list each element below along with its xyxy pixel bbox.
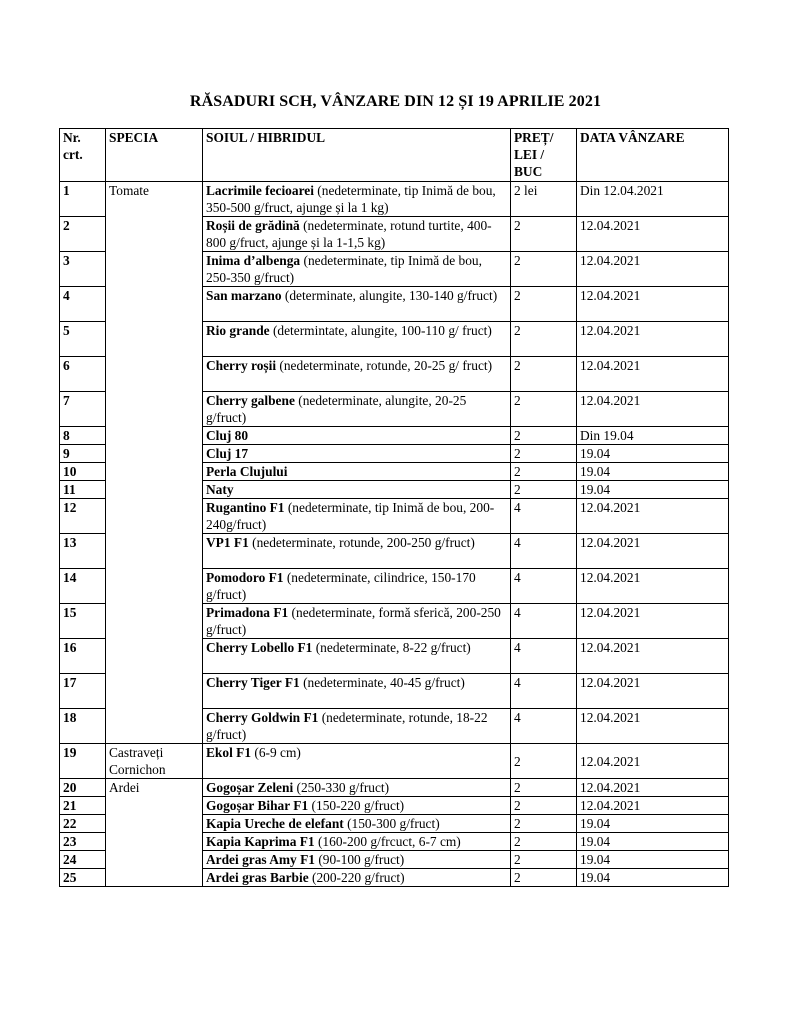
variety-desc: (determintate, alungite, 100-110 g/ fruct) [269,323,492,338]
row-data: 12.04.2021 [577,569,729,604]
row-soiul [203,797,511,815]
row-pret: 2 [511,217,577,252]
row-soiul [203,639,511,674]
row-nr: 4 [60,287,106,322]
variety-desc: (6-9 cm) [251,745,301,760]
variety-name: Cherry galbene [206,393,295,408]
row-data: 12.04.2021 [577,252,729,287]
page-title: RĂSADURI SCH, VÂNZARE DIN 12 ȘI 19 APRILIE 2021 [189,93,602,110]
row-specia [106,833,203,851]
row-data: 12.04.2021 [577,709,729,744]
row-soiul [203,815,511,833]
row-data: 12.04.2021 [577,499,729,534]
row-nr: 2 [60,217,106,252]
variety-name: Cherry Tiger F1 [206,675,300,690]
table-row [60,744,729,779]
row-data: 12.04.2021 [577,287,729,322]
seedlings-table [59,128,729,887]
header-nr [60,129,106,182]
row-pret: 2 [511,463,577,481]
row-nr: 25 [60,869,106,887]
variety-name: San marzano [206,288,282,303]
row-nr: 12 [60,499,106,534]
row-data: 12.04.2021 [577,779,729,797]
variety-name: Gogoșar Zeleni [206,780,294,795]
variety-name: Roșii de grădină [206,218,300,233]
table-row [60,427,729,445]
row-nr: 24 [60,851,106,869]
row-soiul [203,779,511,797]
row-specia [106,709,203,744]
variety-name: Perla Clujului [206,464,288,479]
row-nr: 21 [60,797,106,815]
row-pret: 4 [511,534,577,569]
row-data: Din 19.04 [577,427,729,445]
variety-name: Cluj 17 [206,446,249,461]
row-soiul [203,869,511,887]
row-data: 12.04.2021 [577,357,729,392]
row-soiul [203,851,511,869]
row-nr: 8 [60,427,106,445]
row-pret: 4 [511,709,577,744]
row-pret: 2 lei [511,182,577,217]
variety-desc: (nedeterminate, alungite, 20-25 g/fruct) [206,393,467,425]
row-data: 19.04 [577,481,729,499]
variety-desc: (nedeterminate, 8-22 g/fruct) [312,640,471,655]
variety-name: Kapia Ureche de elefant [206,816,344,831]
row-pret: 2 [511,287,577,322]
row-pret: 4 [511,499,577,534]
variety-desc: (nedeterminate, 40-45 g/fruct) [299,675,465,690]
table-row [60,217,729,252]
variety-name: Cherry Lobello F1 [206,640,313,655]
variety-desc: (nedeterminate, rotunde, 18-22 g/fruct) [206,710,488,742]
row-pret: 4 [511,569,577,604]
row-pret: 4 [511,639,577,674]
row-specia [106,797,203,815]
row-soiul [203,569,511,604]
variety-name: Ekol F1 [206,745,252,760]
row-nr: 23 [60,833,106,851]
table-row [60,463,729,481]
row-nr: 10 [60,463,106,481]
row-pret: 2 [511,869,577,887]
variety-desc: (200-220 g/fruct) [308,870,405,885]
row-specia [106,499,203,534]
row-soiul [203,217,511,252]
row-soiul [203,392,511,427]
row-soiul [203,445,511,463]
row-soiul [203,499,511,534]
variety-name: Cherry roșii [206,358,277,373]
row-data: 12.04.2021 [577,217,729,252]
variety-name: Gogoșar Bihar F1 [206,798,309,813]
row-pret: 2 [511,427,577,445]
row-nr: 5 [60,322,106,357]
header-nr-line1: Nr. [63,130,81,145]
variety-name: Cherry Goldwin F1 [206,710,319,725]
row-soiul [203,182,511,217]
row-data: 12.04.2021 [577,744,729,779]
row-pret: 2 [511,815,577,833]
header-pret-line3: BUC [514,164,543,179]
row-specia [106,392,203,427]
row-nr: 3 [60,252,106,287]
variety-desc: (nedeterminate, tip Inimă de bou, 350-500 g/fruct, ajunge și la 1 kg) [206,183,496,215]
table-row [60,604,729,639]
row-pret: 2 [511,481,577,499]
row-data: 12.04.2021 [577,534,729,569]
row-pret: 2 [511,779,577,797]
row-nr: 18 [60,709,106,744]
row-pret: 2 [511,445,577,463]
row-pret: 2 [511,252,577,287]
table-row [60,709,729,744]
row-nr: 1 [60,182,106,217]
row-data: 12.04.2021 [577,392,729,427]
row-pret: 2 [511,797,577,815]
variety-desc: (nedeterminate, formă sferică, 200-250 g/fruct) [206,605,501,637]
table-row [60,392,729,427]
variety-desc: (nedeterminate, rotund turtite, 400-800 g/fruct, ajunge și la 1-1,5 kg) [206,218,492,250]
table-row [60,815,729,833]
row-specia [106,427,203,445]
table-row [60,569,729,604]
row-nr: 15 [60,604,106,639]
table-row [60,182,729,217]
table-row [60,534,729,569]
variety-desc: (nedeterminate, rotunde, 20-25 g/ fruct) [276,358,493,373]
variety-name: Lacrimile fecioarei [206,183,314,198]
variety-name: Naty [206,482,234,497]
variety-name: Rugantino F1 [206,500,285,515]
row-pret: 4 [511,674,577,709]
row-soiul [203,252,511,287]
table-row [60,833,729,851]
variety-name: Inima d’albenga [206,253,301,268]
table-row [60,797,729,815]
variety-desc: (determinate, alungite, 130-140 g/fruct) [281,288,498,303]
row-data: 12.04.2021 [577,797,729,815]
row-specia [106,674,203,709]
header-row [60,129,729,182]
header-pret-line2: LEI / [514,147,545,162]
row-specia [106,217,203,252]
header-pret-line1: PREȚ/ [514,130,554,145]
row-pret: 2 [511,851,577,869]
table-row [60,357,729,392]
row-data: Din 12.04.2021 [577,182,729,217]
row-soiul [203,604,511,639]
row-nr: 17 [60,674,106,709]
variety-desc: (160-200 g/frcuct, 6-7 cm) [314,834,461,849]
row-soiul [203,427,511,445]
table-row [60,252,729,287]
row-specia [106,815,203,833]
row-soiul [203,744,511,779]
row-specia: Tomate [106,182,203,217]
row-specia [106,481,203,499]
row-specia [106,287,203,322]
row-nr: 7 [60,392,106,427]
row-nr: 22 [60,815,106,833]
row-data: 12.04.2021 [577,639,729,674]
variety-name: Pomodoro F1 [206,570,284,585]
row-specia [106,357,203,392]
row-nr: 13 [60,534,106,569]
table-row [60,287,729,322]
variety-name: Ardei gras Barbie [206,870,309,885]
row-specia [106,445,203,463]
table-row [60,481,729,499]
table-row [60,851,729,869]
header-specia: SPECIA [106,129,203,182]
row-soiul [203,287,511,322]
row-pret: 2 [511,392,577,427]
row-specia: Ardei [106,779,203,797]
row-pret: 2 [511,322,577,357]
variety-desc: (nedeterminate, rotunde, 200-250 g/fruct) [248,535,475,550]
row-specia [106,463,203,481]
table-row [60,499,729,534]
row-nr: 19 [60,744,106,779]
row-soiul [203,674,511,709]
row-soiul [203,481,511,499]
row-specia [106,869,203,887]
row-specia [106,851,203,869]
row-data: 19.04 [577,463,729,481]
row-specia [106,569,203,604]
row-specia: Castraveți Cornichon [106,744,203,779]
row-soiul [203,463,511,481]
row-data: 19.04 [577,445,729,463]
row-soiul [203,322,511,357]
table-row [60,779,729,797]
table-row [60,322,729,357]
variety-name: Rio grande [206,323,270,338]
row-nr: 20 [60,779,106,797]
variety-desc: (nedeterminate, cilindrice, 150-170 g/fruct) [206,570,476,602]
row-data: 19.04 [577,833,729,851]
row-soiul [203,833,511,851]
row-soiul [203,709,511,744]
row-specia [106,252,203,287]
variety-desc: (nedeterminate, tip Inimă de bou, 250-350 g/fruct) [206,253,482,285]
variety-name: Ardei gras Amy F1 [206,852,315,867]
variety-name: Cluj 80 [206,428,249,443]
row-pret: 4 [511,604,577,639]
row-nr: 16 [60,639,106,674]
variety-desc: (250-330 g/fruct) [293,780,390,795]
variety-desc: (nedeterminate, tip Inimă de bou, 200-240g/fruct) [206,500,495,532]
row-specia [106,534,203,569]
row-nr: 9 [60,445,106,463]
table-row [60,445,729,463]
variety-name: VP1 F1 [206,535,249,550]
row-soiul [203,357,511,392]
row-data: 19.04 [577,815,729,833]
variety-desc: (150-300 g/fruct) [343,816,440,831]
header-soiul: SOIUL / HIBRIDUL [203,129,511,182]
row-data: 19.04 [577,869,729,887]
row-data: 12.04.2021 [577,604,729,639]
row-pret: 2 [511,357,577,392]
row-nr: 6 [60,357,106,392]
row-pret: 2 [511,744,577,779]
header-pret [511,129,577,182]
row-nr: 14 [60,569,106,604]
row-data: 12.04.2021 [577,322,729,357]
row-specia [106,604,203,639]
variety-desc: (90-100 g/fruct) [314,852,405,867]
row-specia [106,639,203,674]
table-row [60,674,729,709]
row-data: 19.04 [577,851,729,869]
row-soiul [203,534,511,569]
row-pret: 2 [511,833,577,851]
header-nr-line2: crt. [63,147,83,162]
row-data: 12.04.2021 [577,674,729,709]
table-row [60,869,729,887]
table-row [60,639,729,674]
row-specia [106,322,203,357]
variety-desc: (150-220 g/fruct) [308,798,405,813]
row-nr: 11 [60,481,106,499]
variety-name: Kapia Kaprima F1 [206,834,315,849]
header-data: DATA VÂNZARE [577,129,729,182]
variety-name: Primadona F1 [206,605,289,620]
